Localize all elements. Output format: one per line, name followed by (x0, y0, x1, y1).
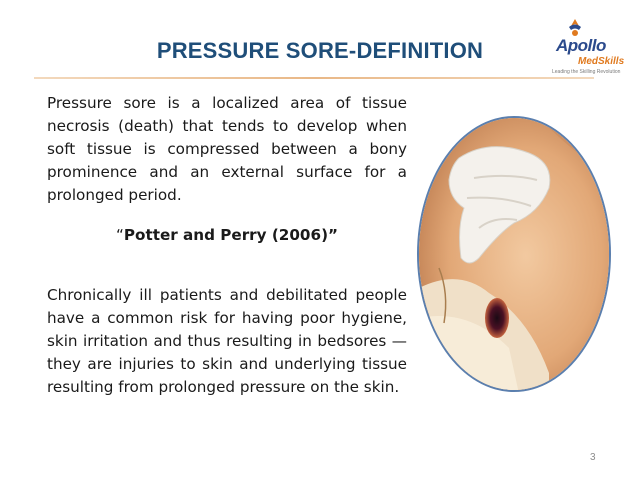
logo-mark-icon (566, 18, 584, 38)
pressure-sore-photo (417, 116, 611, 392)
apollo-medskills-logo (552, 16, 632, 78)
definition-paragraph: Pressure sore is a localized area of tissue necrosis (death) that tends to develop when soft tissue is compressed between a bony prominence and an external surface for a prolonged period. (47, 94, 407, 204)
citation (47, 226, 407, 244)
logo-sub: MedSkills (578, 56, 625, 67)
citation-text: Potter and Perry (2006)” (123, 226, 338, 244)
logo-name: Apollo (556, 36, 606, 55)
logo-tagline: Leading the Skilling Revolution (552, 69, 621, 75)
citation-open-quote: “ (116, 226, 124, 244)
title-divider (34, 77, 594, 79)
page-number: 3 (590, 452, 596, 463)
risk-paragraph: Chronically ill patients and debilitated people have a common risk for having poor hygiene, skin irritation and thus resulting in bedsores —they are injuries to skin and underlying tissue resulting from prolonged pressure on the skin. (47, 286, 407, 396)
slide-title: PRESSURE SORE-DEFINITION (156, 38, 484, 63)
pressure-sore-photo-illustration (419, 118, 611, 392)
